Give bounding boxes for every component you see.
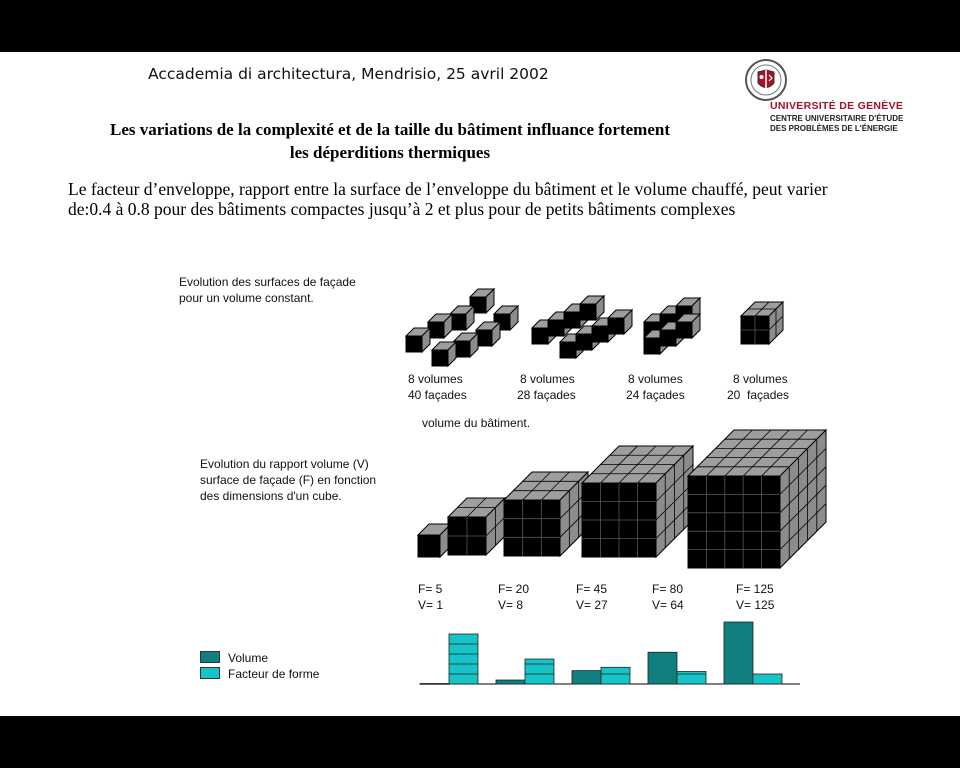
cube-v1 bbox=[418, 524, 451, 557]
cube3-v: V= 27 bbox=[576, 598, 608, 612]
slide bbox=[0, 52, 960, 716]
title-line1: Les variations de la complexité et de la taille du bâtiment influance fortement bbox=[110, 120, 670, 139]
single-volume-cube-3 bbox=[450, 306, 474, 330]
centre-name-line1: CENTRE UNIVERSITAIRE D'ÉTUDE bbox=[770, 114, 904, 123]
figure2-caption bbox=[200, 456, 376, 504]
figure1-caption-line2: pour un volume constant. bbox=[179, 291, 314, 305]
cube-v27 bbox=[504, 472, 588, 556]
single-volume-cube-5 bbox=[476, 322, 500, 346]
bar-cube bbox=[608, 310, 632, 334]
cube4-v: V= 64 bbox=[652, 598, 684, 612]
volume-bar-4 bbox=[648, 652, 677, 684]
legend-swatch-facteur bbox=[200, 667, 220, 679]
facade-cubes-figure bbox=[406, 289, 783, 366]
figure-illustrations bbox=[0, 52, 960, 716]
bar-cube bbox=[580, 296, 604, 320]
cube5-f: F= 125 bbox=[736, 582, 774, 596]
volume-bar-5 bbox=[724, 622, 753, 684]
group1-facades: 40 façades bbox=[408, 388, 467, 402]
facteur-bar-1 bbox=[449, 634, 478, 684]
figure1-caption-line1: Evolution des surfaces de façade bbox=[179, 275, 356, 289]
group3-facades: 24 façades bbox=[626, 388, 685, 402]
legend-swatch-volume bbox=[200, 651, 220, 663]
group2-bars bbox=[532, 296, 632, 358]
cube-v125 bbox=[688, 430, 826, 568]
group4-volumes: 8 volumes bbox=[733, 372, 788, 386]
title-line2: les déperditions thermiques bbox=[289, 143, 491, 162]
volume-bar-3 bbox=[572, 671, 601, 684]
single-volume-cube-6 bbox=[406, 328, 430, 352]
cube5-v: V= 125 bbox=[736, 598, 775, 612]
cube1-f: F= 5 bbox=[418, 582, 443, 596]
cube-v8 bbox=[448, 498, 505, 555]
legend-label-volume: Volume bbox=[228, 651, 269, 665]
single-volume-cube-4 bbox=[428, 314, 452, 338]
figure1-footnote: volume du bâtiment. bbox=[422, 416, 531, 430]
facteur-bar-5 bbox=[753, 674, 782, 684]
centre-name-line2: DES PROBLÈMES DE L'ÉNERGIE bbox=[770, 124, 898, 133]
cube2-v: V= 8 bbox=[498, 598, 524, 612]
group3-volumes: 8 volumes bbox=[628, 372, 683, 386]
cube-v64 bbox=[582, 446, 693, 557]
university-name: UNIVERSITÉ DE GENÈVE bbox=[770, 100, 904, 112]
event-line: Accademia di architectura, Mendrisio, 25 avril 2002 bbox=[148, 65, 549, 83]
cube3-f: F= 45 bbox=[576, 582, 608, 596]
cube2-f: F= 20 bbox=[498, 582, 530, 596]
bar-chart bbox=[420, 622, 800, 684]
figure2-caption-line2: surface de façade (F) en fonction bbox=[200, 473, 377, 487]
cube4-f: F= 80 bbox=[652, 582, 684, 596]
compact-cube bbox=[741, 302, 783, 344]
intro-paragraph: Le facteur d’enveloppe, rapport entre la surface de l’enveloppe du bâtiment et le volume chauffé, peut varier de:0.4 à 0.8 pour des bâtiments compactes jusqu’à 2 et plus pour de petits bâtiments complexes bbox=[68, 179, 828, 219]
cube1-v: V= 1 bbox=[418, 598, 444, 612]
facteur-bar-2 bbox=[525, 659, 554, 684]
figure2-caption-line3: des dimensions d'un cube. bbox=[200, 489, 342, 503]
facteur-bar-4 bbox=[677, 672, 706, 685]
figure2-caption-line1: Evolution du rapport volume (V) bbox=[200, 457, 369, 471]
single-volume-cube-7 bbox=[454, 333, 478, 357]
legend-label-facteur: Facteur de forme bbox=[228, 667, 320, 681]
scaled-cubes-figure bbox=[418, 430, 826, 568]
group1-volumes: 8 volumes bbox=[408, 372, 463, 386]
group4-facades: 20 façades bbox=[727, 388, 790, 402]
single-volume-cube-8 bbox=[432, 342, 456, 366]
volume-bar-2 bbox=[496, 680, 525, 684]
group2-volumes: 8 volumes bbox=[520, 372, 575, 386]
facteur-bar-3 bbox=[601, 667, 630, 684]
chart-legend bbox=[200, 650, 350, 684]
volume-bar-1 bbox=[420, 684, 449, 685]
group2-facades: 28 façades bbox=[517, 388, 576, 402]
group3-block bbox=[644, 298, 700, 354]
